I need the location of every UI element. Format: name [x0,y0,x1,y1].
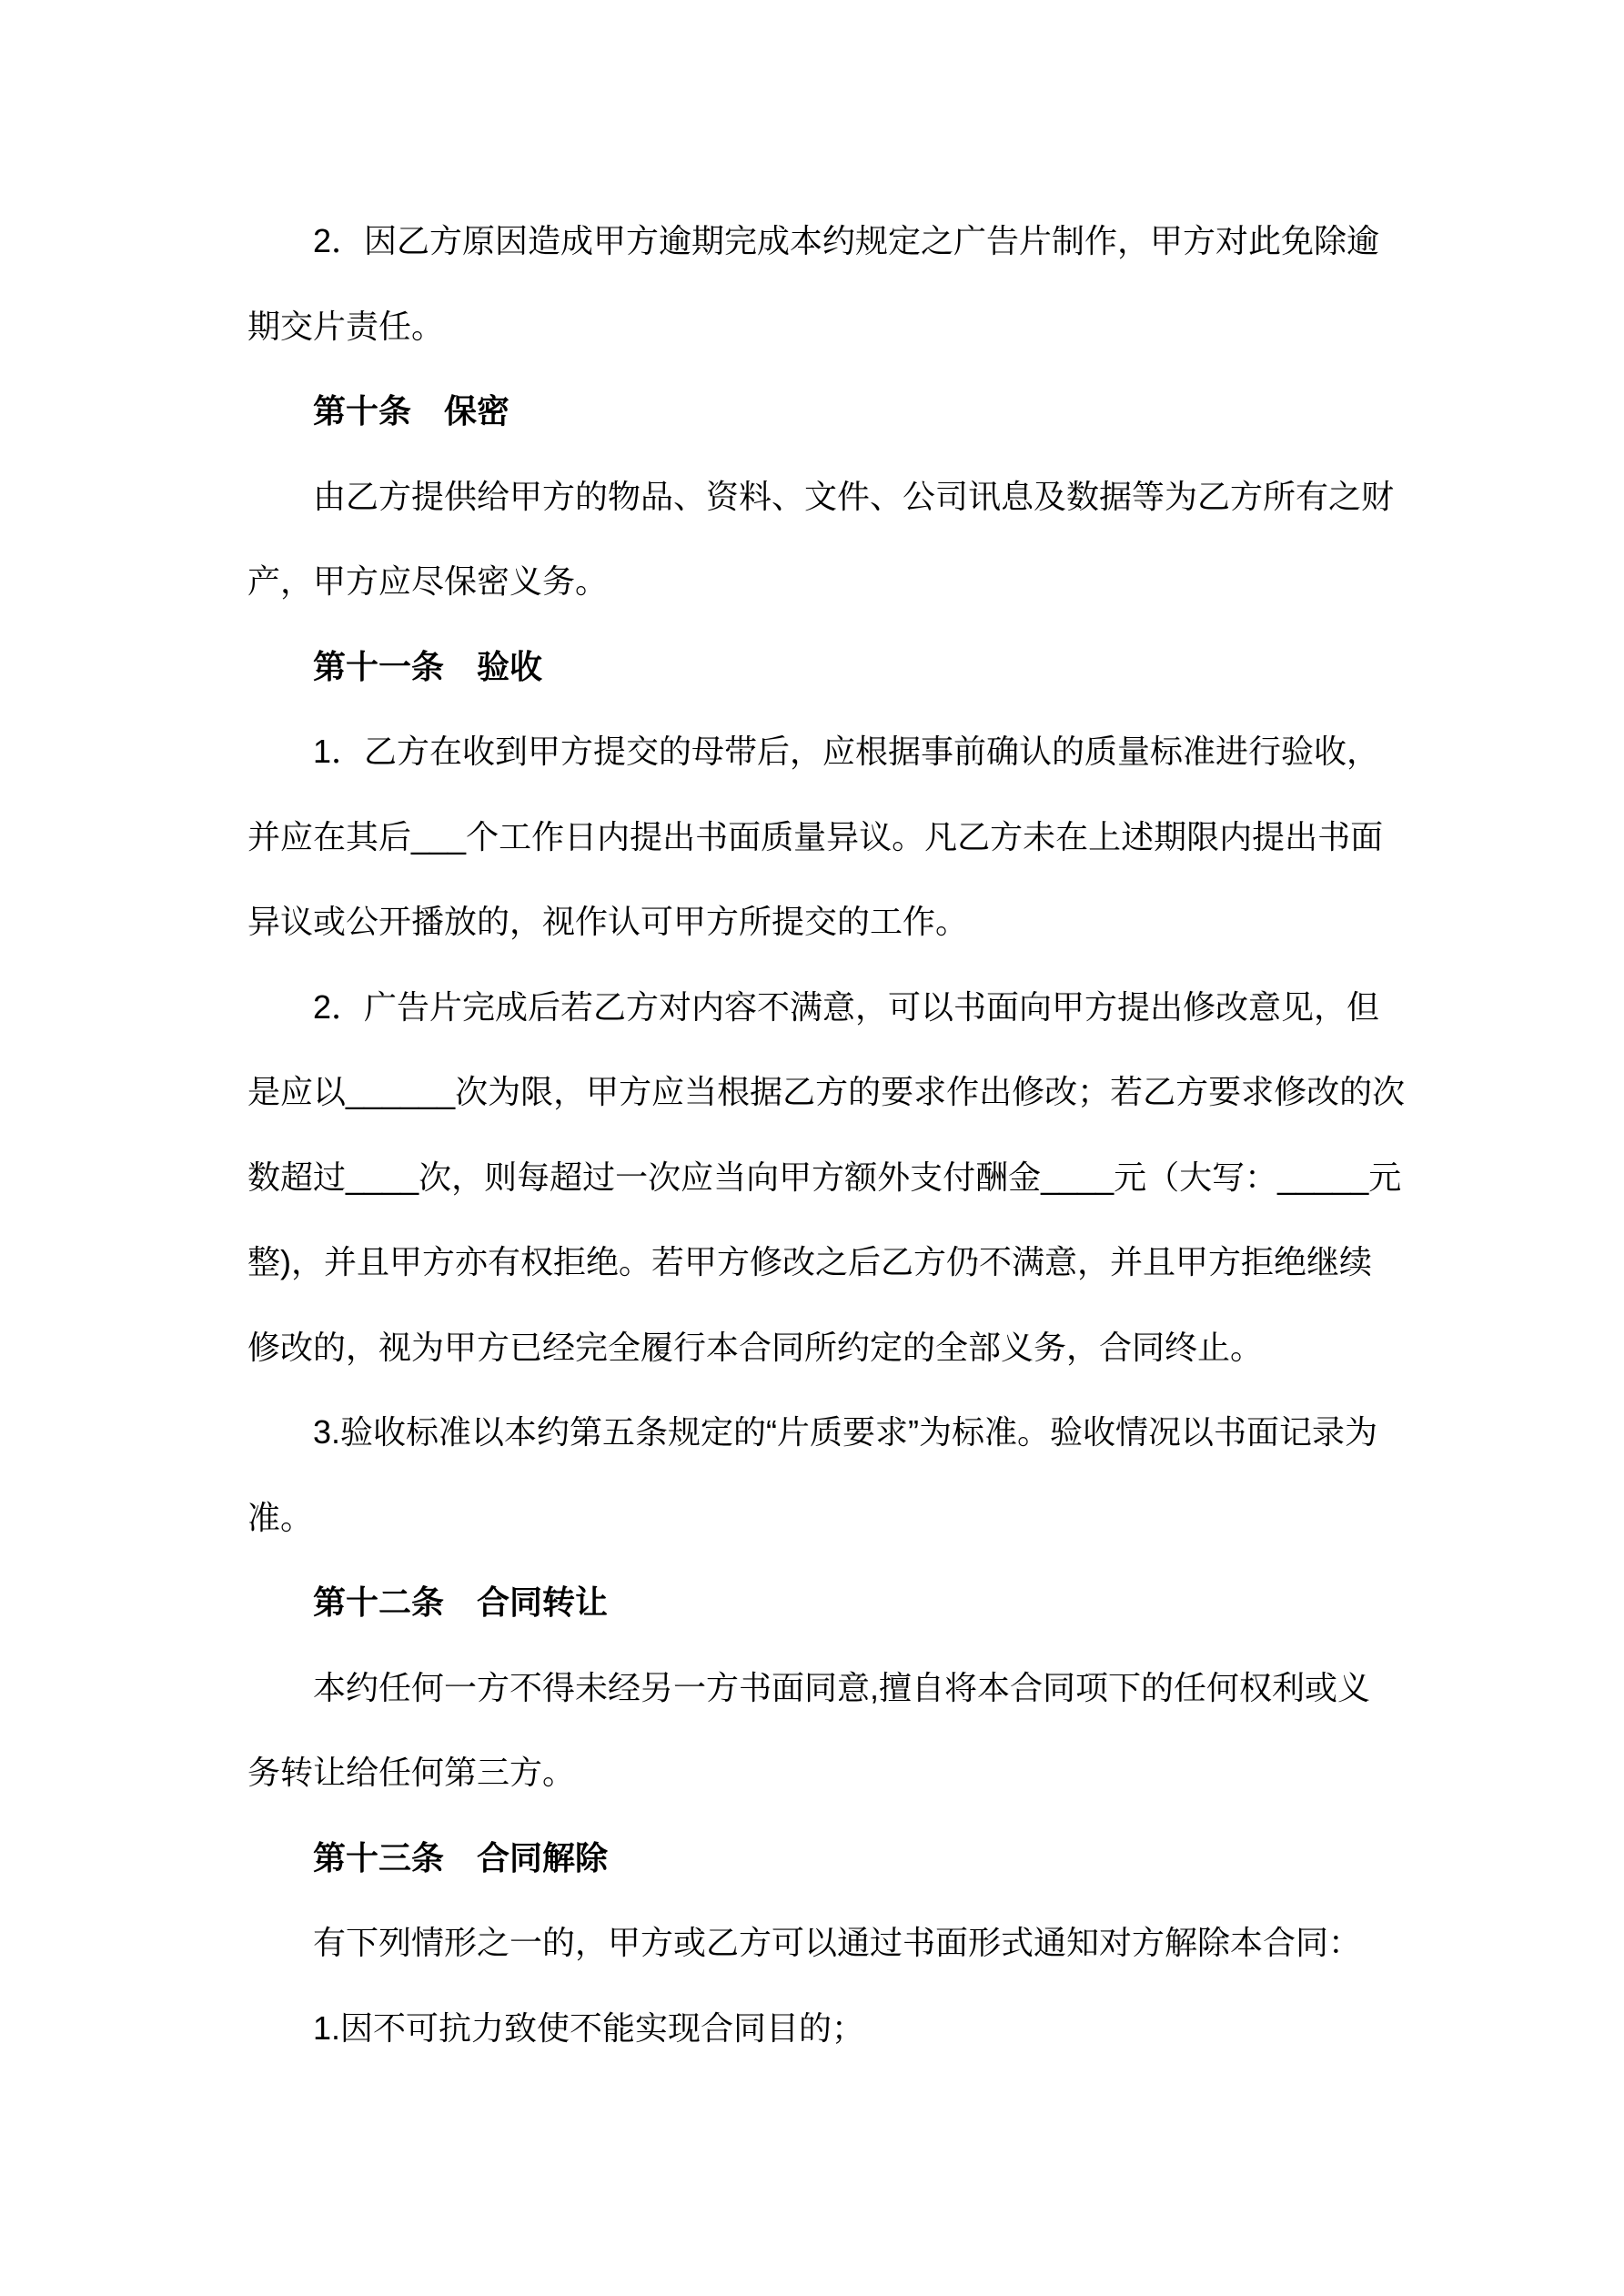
text-line: 2．因乙方原因造成甲方逾期完成本约规定之广告片制作，甲方对此免除逾 [313,222,1380,259]
heading-clause-12: 第十二条 合同转让 [313,1583,609,1621]
text-line: 由乙方提供给甲方的物品、资料、文件、公司讯息及数据等为乙方所有之财 [313,477,1395,515]
text-line: 务转让给任何第三方。 [247,1754,576,1791]
text-line: 是应以______次为限，甲方应当根据乙方的要求作出修改；若乙方要求修改的次 [247,1073,1406,1110]
text-line: 数超过____次，则每超过一次应当向甲方额外支付酬金____元（大写：_____元 [247,1158,1402,1196]
text-line: 期交片责任。 [247,307,445,345]
contract-text [247,198,1406,2070]
text-line: 产，甲方应尽保密义务。 [247,562,609,600]
text-line: 准。 [247,1498,314,1536]
text-line: 1．乙方在收到甲方提交的母带后，应根据事前确认的质量标准进行验收， [313,733,1380,770]
text-line: 修改的，视为甲方已经完全履行本合同所约定的全部义务，合同终止。 [247,1328,1264,1366]
text-line: 并应在其后___个工作日内提出书面质量异议。凡乙方未在上述期限内提出书面 [247,817,1384,855]
text-line: 整)，并且甲方亦有权拒绝。若甲方修改之后乙方仍不满意，并且甲方拒绝继续 [247,1243,1372,1280]
heading-clause-11: 第十一条 验收 [313,647,543,685]
text-line: 有下列情形之一的，甲方或乙方可以通过书面形式通知对方解除本合同： [313,1924,1362,1961]
text-line: 1.因不可抗力致使不能实现合同目的； [313,2008,865,2047]
heading-clause-13: 第十三条 合同解除 [313,1838,609,1876]
text-line: 本约任何一方不得未经另一方书面同意,擅自将本合同项下的任何权利或义 [313,1668,1371,1706]
text-line: 3.验收标准以本约第五条规定的“片质要求”为标准。验收情况以书面记录为 [313,1413,1378,1451]
text-line: 2．广告片完成后若乙方对内容不满意，可以书面向甲方提出修改意见，但 [313,987,1380,1026]
heading-clause-10: 第十条 保密 [313,392,510,430]
text-line: 异议或公开播放的，视作认可甲方所提交的工作。 [247,903,969,940]
